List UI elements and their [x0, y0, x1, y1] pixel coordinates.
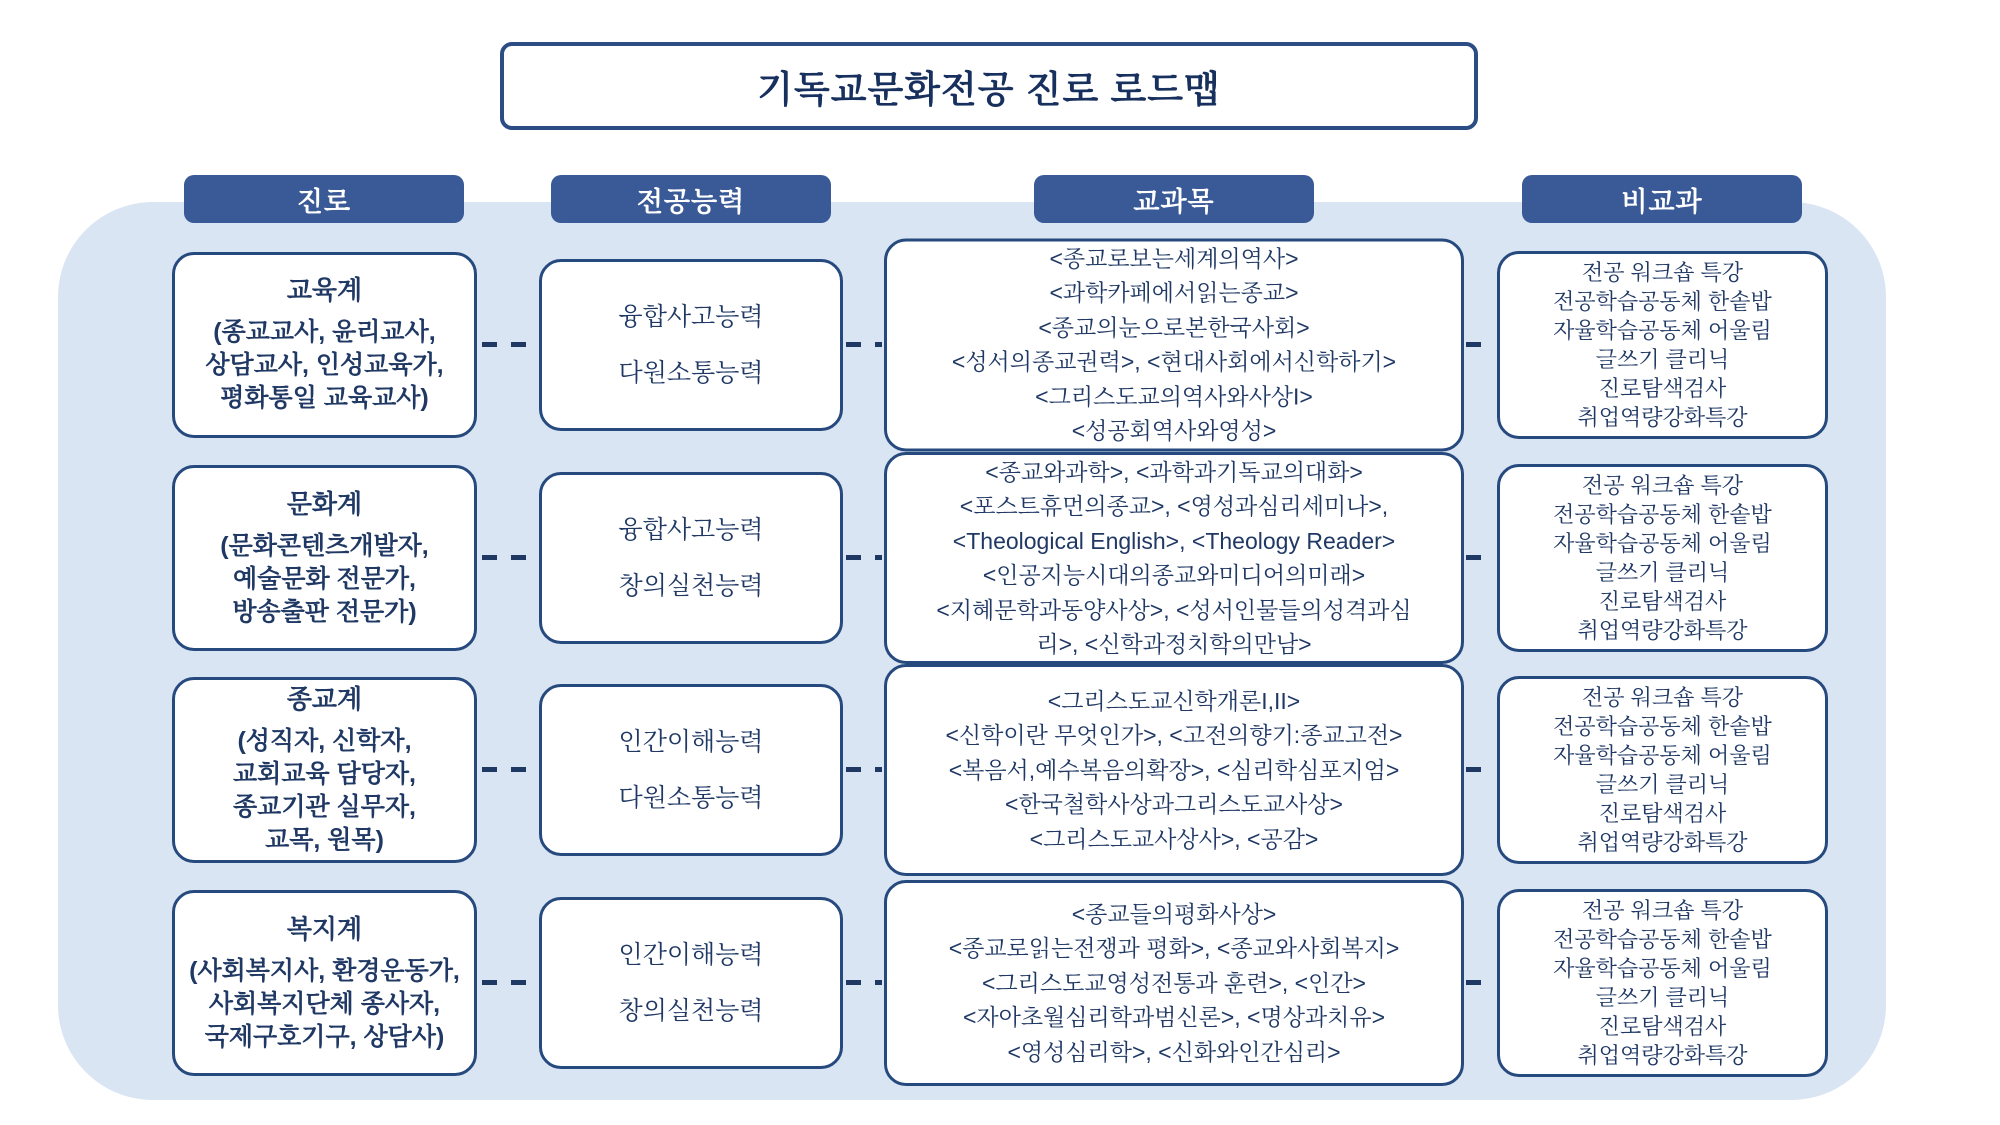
extracurricular-line: 전공학습공동체 한솥밥 [1553, 927, 1772, 952]
competency-box [539, 472, 843, 644]
career-job-line: (성직자, 신학자, [237, 727, 412, 755]
connector-career-competency-dashes [482, 342, 529, 347]
column-header-extracurricular-label: 비교과 [1621, 186, 1703, 217]
course-line: <종교로보는세계의역사> [1049, 245, 1299, 271]
competency-line: 창의실천능력 [618, 572, 764, 600]
connector-courses-extracurricular-dashes [1466, 980, 1494, 985]
career-job-line: 국제구호기구, 상담사) [204, 1022, 445, 1051]
roadmap-row [0, 664, 2000, 876]
career-job-line: 종교기관 실무자, [233, 793, 416, 821]
career-jobs [233, 725, 416, 857]
competency-line: 인간이해능력 [618, 728, 764, 756]
roadmap-row [0, 238, 2000, 451]
course-line: <지혜문학과동양사상>, <성서인물들의성격과심 [936, 596, 1412, 623]
course-line: <성공회역사와영성> [1071, 417, 1277, 444]
career-job-line: 방송출판 전문가) [232, 597, 417, 626]
competency-line: 다원소통능력 [618, 358, 764, 387]
extracurricular-box [1497, 889, 1828, 1077]
courses-box [884, 664, 1464, 876]
competency-box [539, 897, 843, 1069]
connector-career-competency-dashes [482, 767, 529, 772]
extracurricular-line: 전공학습공동체 한솥밥 [1553, 502, 1772, 527]
course-line: <종교들의평화사상> [1071, 900, 1277, 927]
extracurricular-line: 전공 워크숍 특강 [1582, 898, 1743, 923]
connector-competency-courses-dashes [846, 767, 882, 772]
course-line: <한국철학사상과그리스도교사상> [1005, 791, 1343, 818]
course-line: <종교의눈으로본한국사회> [1038, 314, 1310, 340]
extracurricular-line: 진로탐색검사 [1598, 375, 1727, 401]
extracurricular-line: 전공 워크숍 특강 [1582, 685, 1743, 710]
course-line: <영성심리학>, <신화와인간심리> [1007, 1038, 1341, 1065]
course-line: <종교로읽는전쟁과 평화>, <종교와사회복지> [948, 935, 1400, 962]
extracurricular-line: 자율학습공동체 어울림 [1553, 531, 1772, 556]
career-box [172, 465, 477, 651]
career-jobs [189, 955, 460, 1054]
extracurricular-line: 전공학습공동체 한솥밥 [1553, 714, 1772, 739]
course-line: <신학이란 무엇인가>, <고전의향기:종교고전> [945, 722, 1403, 749]
extracurricular-line: 글쓰기 클리닉 [1595, 772, 1730, 797]
competency-line: 융합사고능력 [618, 516, 764, 544]
competency-box [539, 684, 843, 856]
extracurricular-line: 취업역량강화특강 [1577, 830, 1748, 855]
connector-competency-courses-dashes [846, 980, 882, 985]
connector-competency-courses-dashes [846, 342, 882, 347]
extracurricular-line: 전공 워크숍 특강 [1582, 259, 1743, 285]
page-title: 기독교문화전공 진로 로드맵 [757, 69, 1221, 110]
competency-line: 인간이해능력 [618, 941, 764, 969]
extracurricular-line: 자율학습공동체 어울림 [1553, 743, 1772, 768]
connector-courses-extracurricular-dashes [1466, 767, 1494, 772]
career-job-line: 교목, 원목) [265, 826, 384, 854]
course-line: 리>, <신학과정치학의만남> [1036, 631, 1312, 657]
courses-box [884, 880, 1464, 1086]
extracurricular-line: 취업역량강화특강 [1577, 618, 1748, 643]
page-title-box [500, 42, 1478, 130]
extracurricular-line: 진로탐색검사 [1598, 1014, 1727, 1039]
career-field-title: 문화계 [286, 488, 363, 519]
extracurricular-line: 취업역량강화특강 [1577, 404, 1748, 430]
competency-line: 창의실천능력 [618, 997, 764, 1025]
column-header-career [184, 175, 464, 223]
column-header-competency-label: 전공능력 [636, 186, 746, 217]
extracurricular-box [1497, 464, 1828, 652]
courses-box [884, 452, 1464, 664]
column-header-career-label: 진로 [296, 186, 352, 217]
connector-courses-extracurricular-dashes [1466, 555, 1494, 560]
course-line: <그리스도교영성전통과 훈련>, <인간> [982, 969, 1366, 996]
extracurricular-line: 글쓰기 클리닉 [1595, 560, 1730, 585]
career-job-line: 교회교육 담당자, [233, 760, 416, 788]
course-line: <성서의종교권력>, <현대사회에서신학하기> [951, 348, 1397, 375]
career-job-line: 예술문화 전문가, [233, 564, 416, 593]
career-field-title: 교육계 [286, 275, 363, 305]
extracurricular-line: 진로탐색검사 [1598, 801, 1727, 826]
course-line: <과학카페에서읽는종교> [1049, 279, 1299, 306]
course-line: <종교와과학>, <과학과기독교의대화> [985, 458, 1363, 485]
career-job-line: 사회복지단체 종사자, [208, 989, 441, 1018]
roadmap-row [0, 452, 2000, 664]
career-box [172, 252, 477, 438]
column-header-courses [1034, 175, 1314, 223]
extracurricular-line: 글쓰기 클리닉 [1595, 346, 1730, 372]
courses-box [884, 238, 1464, 451]
extracurricular-box [1497, 251, 1828, 439]
roadmap-row [0, 880, 2000, 1086]
competency-box [539, 259, 843, 431]
connector-courses-extracurricular-dashes [1466, 342, 1494, 347]
course-line: <그리스도교사상사>, <공감> [1029, 825, 1319, 852]
career-job-line: 상담교사, 인성교육가, [205, 351, 444, 379]
column-header-courses-label: 교과목 [1133, 186, 1215, 217]
career-field-title: 종교계 [286, 684, 363, 714]
career-box [172, 890, 477, 1076]
extracurricular-line: 전공 워크숍 특강 [1582, 473, 1743, 498]
career-job-line: 평화통일 교육교사) [220, 384, 429, 412]
career-field-title: 복지계 [286, 913, 363, 944]
connector-competency-courses-dashes [846, 555, 882, 560]
course-line: <인공지능시대의종교와미디어의미래> [982, 562, 1366, 588]
course-line: <Theological English>, <Theology Reader> [952, 527, 1396, 554]
career-jobs [220, 530, 428, 629]
competency-line: 다원소통능력 [618, 784, 764, 812]
extracurricular-line: 전공학습공동체 한솥밥 [1553, 288, 1772, 314]
course-line: <복음서,예수복음의확장>, <심리학심포지엄> [948, 756, 1400, 783]
column-header-extracurricular [1522, 175, 1802, 223]
extracurricular-line: 자율학습공동체 어울림 [1553, 956, 1772, 981]
course-line: <자아초월심리학과범신론>, <명상과치유> [963, 1004, 1385, 1031]
career-job-line: (종교교사, 윤리교사, [213, 318, 436, 346]
column-header-competency [551, 175, 831, 223]
course-line: <그리스도교의역사와사상I> [1035, 383, 1313, 409]
connector-career-competency-dashes [482, 555, 529, 560]
course-line: <그리스도교신학개론I,II> [1047, 687, 1301, 714]
career-job-line: (문화콘텐츠개발자, [220, 531, 429, 560]
extracurricular-line: 진로탐색검사 [1598, 589, 1727, 614]
extracurricular-line: 취업역량강화특강 [1577, 1043, 1748, 1068]
career-box [172, 677, 477, 863]
connector-career-competency-dashes [482, 980, 529, 985]
competency-line: 융합사고능력 [618, 302, 764, 331]
extracurricular-line: 자율학습공동체 어울림 [1553, 317, 1772, 343]
extracurricular-box [1497, 676, 1828, 864]
course-line: <포스트휴먼의종교>, <영성과심리세미나>, [959, 493, 1389, 519]
career-jobs [205, 316, 443, 415]
career-job-line: (사회복지사, 환경운동가, [189, 956, 460, 985]
extracurricular-line: 글쓰기 클리닉 [1595, 985, 1730, 1010]
